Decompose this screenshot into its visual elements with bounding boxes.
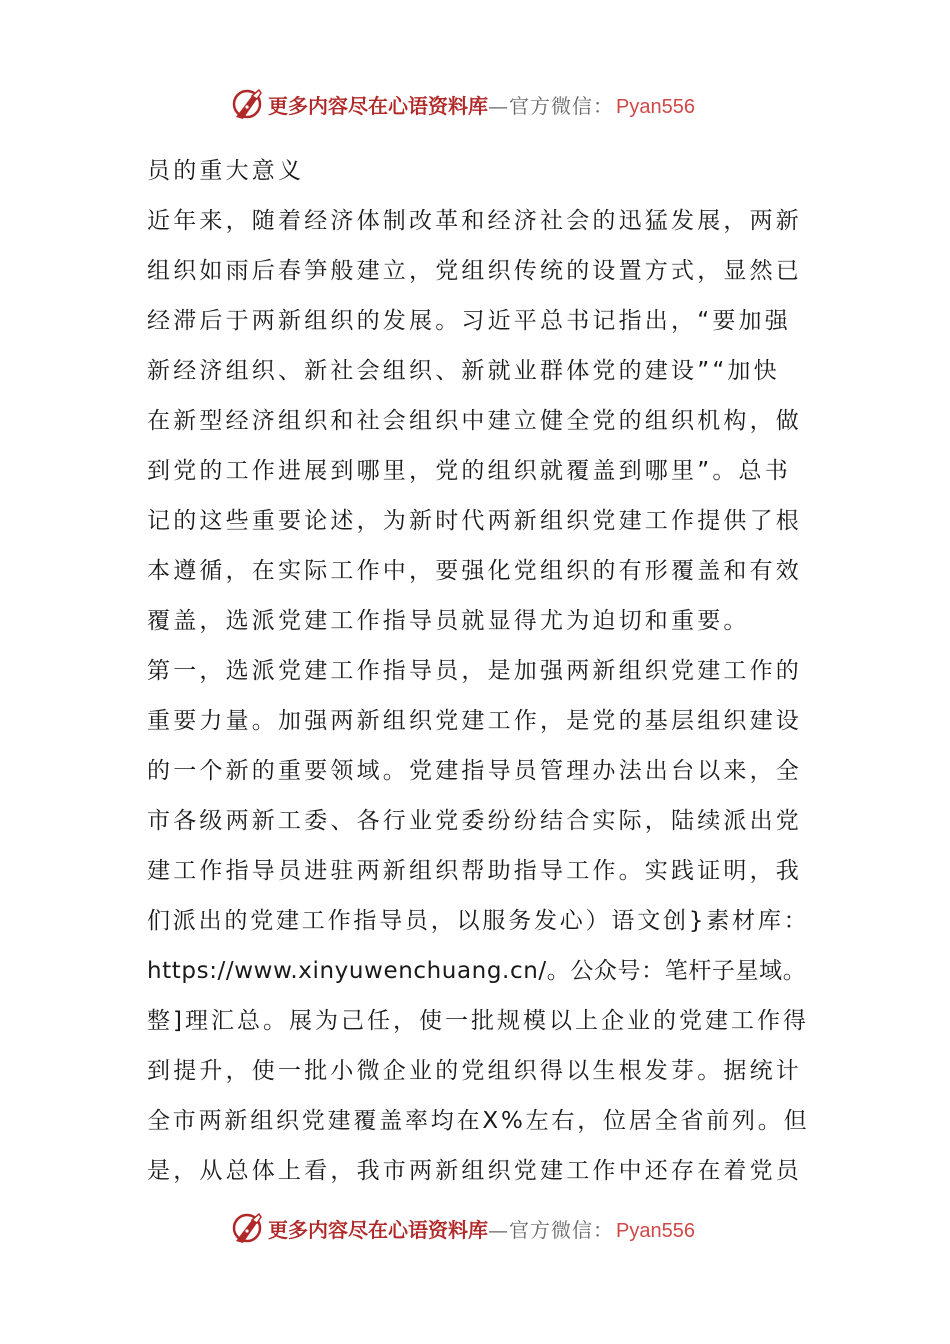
text-line: 在新型经济组织和社会组织中建立健全党的组织机构，做 [147, 408, 802, 434]
pen-nib-logo-icon [230, 87, 264, 121]
text-line: 第一，选派党建工作指导员，是加强两新组织党建工作的 [147, 658, 802, 684]
banner-wechat-id: Pyan556 [616, 95, 695, 118]
text-line: 覆盖，选派党建工作指导员就显得尤为迫切和重要。 [147, 608, 750, 634]
text-line: 本遵循，在实际工作中，要强化党组织的有形覆盖和有效 [147, 558, 802, 584]
text-line: 到党的工作进展到哪里，党的组织就覆盖到哪里”。总书 [147, 458, 791, 484]
banner-main-text: 更多内容尽在心语资料库 [268, 93, 488, 118]
text-line: 记的这些重要论述，为新时代两新组织党建工作提供了根 [147, 508, 802, 534]
footer-watermark-banner [230, 1208, 695, 1248]
text-line: 建工作指导员进驻两新组织帮助指导工作。实践证明，我 [147, 858, 802, 884]
header-watermark-banner [230, 84, 695, 124]
banner-wechat-id: Pyan556 [616, 1219, 695, 1242]
banner-sub-text: —官方微信： [488, 93, 614, 118]
text-line: 们派出的党建工作指导员，以服务发心）语文创}素材库： [147, 908, 810, 934]
body-text [147, 146, 809, 1196]
text-line: 近年来，随着经济体制改革和经济社会的迅猛发展，两新 [147, 208, 802, 234]
text-line: 全市两新组织党建覆盖率均在X%左右，位居全省前列。但 [147, 1108, 810, 1134]
text-line: 重要力量。加强两新组织党建工作，是党的基层组织建设 [147, 708, 802, 734]
text-line: 经滞后于两新组织的发展。习近平总书记指出，“要加强 [147, 308, 791, 334]
text-line: 市各级两新工委、各行业党委纷纷结合实际，陆续派出党 [147, 808, 802, 834]
pen-nib-logo-icon [230, 1211, 264, 1245]
text-line: 是，从总体上看，我市两新组织党建工作中还存在着党员 [147, 1158, 802, 1184]
text-line: 的一个新的重要领域。党建指导员管理办法出台以来，全 [147, 758, 802, 784]
banner-sub-text: —官方微信： [488, 1217, 614, 1242]
text-line: 新经济组织、新社会组织、新就业群体党的建设”“加快 [147, 358, 780, 384]
text-line: 组织如雨后春笋般建立，党组织传统的设置方式，显然已 [147, 258, 802, 284]
text-line: 到提升，使一批小微企业的党组织得以生根发芽。据统计 [147, 1058, 802, 1084]
banner-main-text: 更多内容尽在心语资料库 [268, 1217, 488, 1242]
text-line-with-url: https://www.xinyuwenchuang.cn/。公众号：笔杆子星域。 [147, 958, 807, 984]
text-line: 员的重大意义 [147, 158, 305, 184]
text-line: 整]理汇总。展为己任，使一批规模以上企业的党建工作得 [147, 1008, 809, 1034]
